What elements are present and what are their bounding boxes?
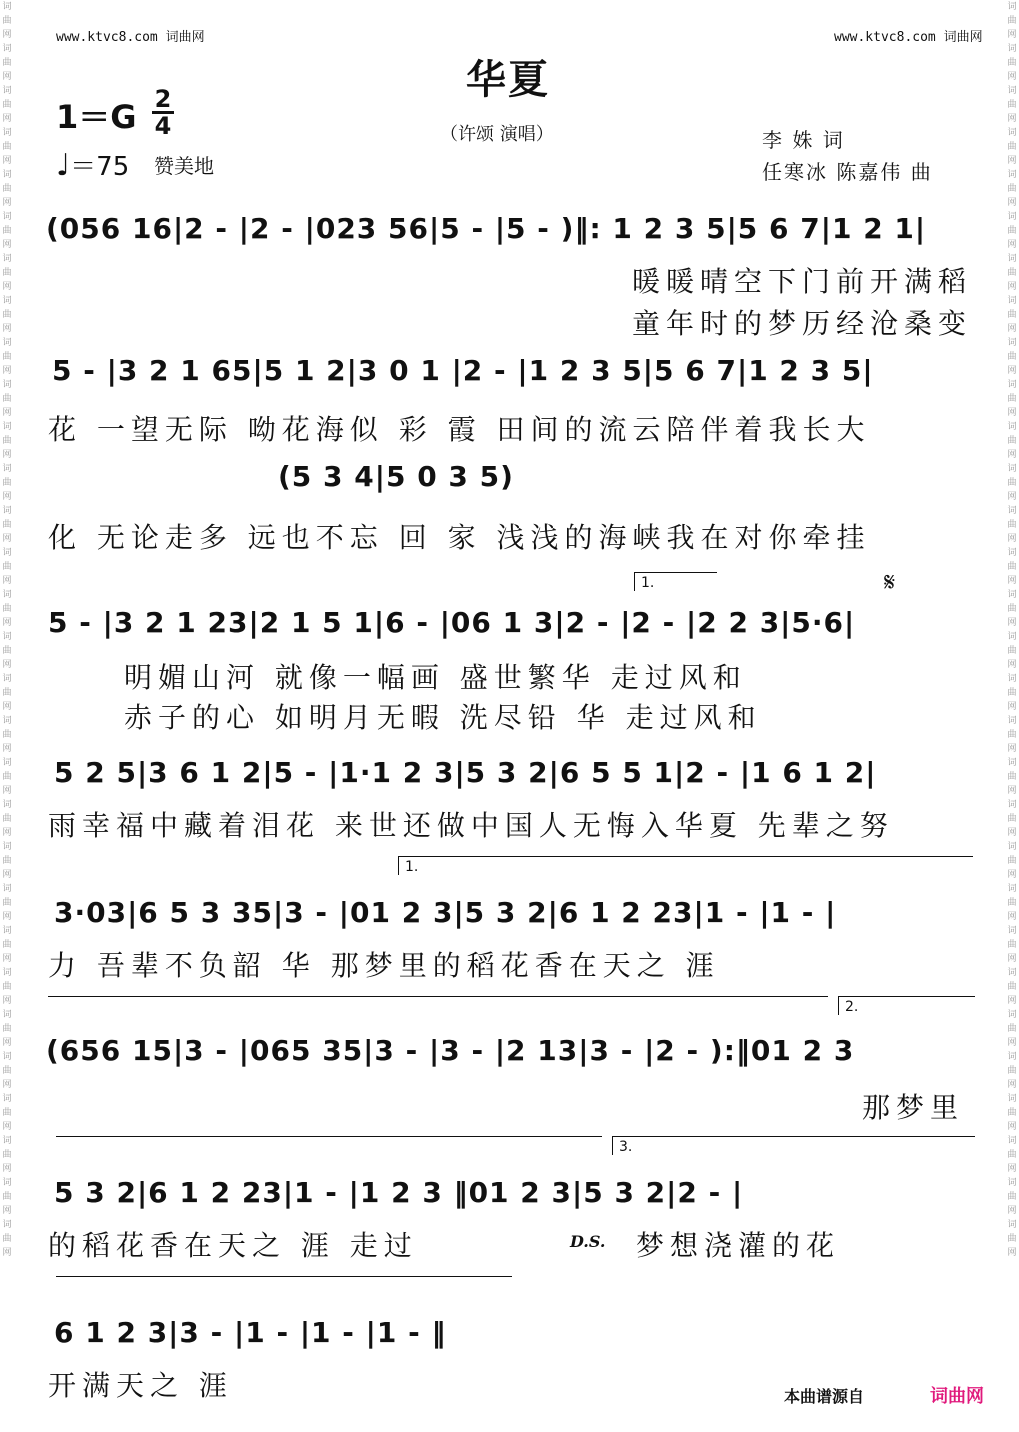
notation-row-4: 5 - |3 2 1 23|2 1 5 1|6 - |06 1 3|2 - |2 - |2 2 3|5·6| xyxy=(48,606,856,639)
tempo-value: ＝75 xyxy=(70,152,130,182)
segno-icon: 𝄋 xyxy=(884,568,896,598)
side-watermark-left: 词曲网词曲网词曲网词曲网词曲网词曲网词曲网词曲网词曲网词曲网词曲网词曲网词曲网词曲网词曲网词曲网词曲网词曲网词曲网词曲网词曲网词曲网词曲网词曲网词曲网词曲网词曲网词曲网词曲网词曲网 xyxy=(2,2,12,1258)
lyrics-row-7: 那梦里 xyxy=(862,1091,965,1124)
lyrics-row-4-verse-1: 明媚山河 就像一幅画 盛世繁华 走过风和 xyxy=(124,661,747,694)
volta-continuation-line xyxy=(48,996,828,997)
tempo-marking xyxy=(56,146,129,183)
lyrics-row-4-verse-2: 赤子的心 如明月无暇 洗尽铅 华 走过风和 xyxy=(124,701,762,734)
volta-1-row-4: 1. xyxy=(634,572,717,591)
lyrics-row-3: 化 无论走多 远也不忘 回 家 浅浅的海峡我在对你牵挂 xyxy=(48,521,871,554)
notation-row-8: 5 3 2|6 1 2 23|1 - |1 2 3 ‖01 2 3|5 3 2|2 - | xyxy=(54,1176,744,1209)
volta-1-row-6: 1. xyxy=(398,856,973,875)
lyrics-row-8-part-2: 梦想浇灌的花 xyxy=(636,1229,841,1262)
header-site-right[interactable]: www.ktvc8.com 词曲网 xyxy=(834,30,983,45)
lyrics-row-6: 力 吾辈不负韶 华 那梦里的稻花香在天之 涯 xyxy=(48,949,720,982)
footer-source-label: 本曲谱源自 xyxy=(784,1387,865,1406)
lyrics-row-9: 开满天之 涯 xyxy=(48,1369,233,1402)
notation-row-6: 3·03|6 5 3 35|3 - |01 2 3|5 3 2|6 1 2 23|1 - |1 - | xyxy=(54,896,837,929)
lyrics-row-5: 雨幸福中藏着泪花 来世还做中国人无悔入华夏 先辈之努 xyxy=(48,809,894,842)
volta-3: 3. xyxy=(612,1136,975,1155)
volta-3-continuation-line xyxy=(56,1276,512,1277)
notation-row-1: (056 16|2 - |2 - |023 56|5 - |5 - )‖: 1 2 3 5|5 6 7|1 2 1| xyxy=(46,212,927,245)
time-numerator: 2 xyxy=(154,85,172,113)
header-site-left[interactable]: www.ktvc8.com 词曲网 xyxy=(56,30,205,45)
composer-credit: 任寒冰 陈嘉伟 曲 xyxy=(762,160,933,184)
side-watermark-right: 词曲网词曲网词曲网词曲网词曲网词曲网词曲网词曲网词曲网词曲网词曲网词曲网词曲网词曲网词曲网词曲网词曲网词曲网词曲网词曲网词曲网词曲网词曲网词曲网词曲网词曲网词曲网词曲网词曲网词曲网 xyxy=(1007,2,1017,1258)
expression-marking: 赞美地 xyxy=(154,154,214,178)
lyrics-row-1-verse-2: 童年时的梦历经沧桑变 xyxy=(632,307,973,340)
notation-row-9: 6 1 2 3|3 - |1 - |1 - |1 - ‖ xyxy=(54,1316,447,1349)
lyricist-credit: 李 姝 词 xyxy=(762,128,845,152)
notation-row-3: (5 3 4|5 0 3 5) xyxy=(278,460,514,493)
volta-2: 2. xyxy=(838,996,975,1015)
key-signature: 1＝G xyxy=(56,98,137,136)
lyrics-row-1-verse-1: 暖暖晴空下门前开满稻 xyxy=(632,265,973,298)
footer-site-logo[interactable]: 词曲网 xyxy=(930,1386,984,1407)
dal-segno-marking: D.S. xyxy=(570,1232,606,1251)
song-title: 华夏 xyxy=(466,57,550,103)
song-singer: （许颂 演唱） xyxy=(440,124,554,145)
quarter-note-icon: ♩ xyxy=(56,148,71,183)
time-denominator: 4 xyxy=(154,112,172,140)
time-signature xyxy=(152,85,174,140)
notation-row-2: 5 - |3 2 1 65|5 1 2|3 0 1 |2 - |1 2 3 5|5 6 7|1 2 3 5| xyxy=(52,354,874,387)
lyrics-row-2: 花 一望无际 呦花海似 彩 霞 田间的流云陪伴着我长大 xyxy=(48,413,871,446)
volta-2-continuation-line xyxy=(56,1136,602,1137)
lyrics-row-8-part-1: 的稻花香在天之 涯 走过 xyxy=(48,1229,418,1262)
notation-row-7: (656 15|3 - |065 35|3 - |3 - |2 13|3 - |2 - ):‖01 2 3 xyxy=(46,1034,855,1067)
notation-row-5: 5 2 5|3 6 1 2|5 - |1·1 2 3|5 3 2|6 5 5 1|2 - |1 6 1 2| xyxy=(54,756,877,789)
